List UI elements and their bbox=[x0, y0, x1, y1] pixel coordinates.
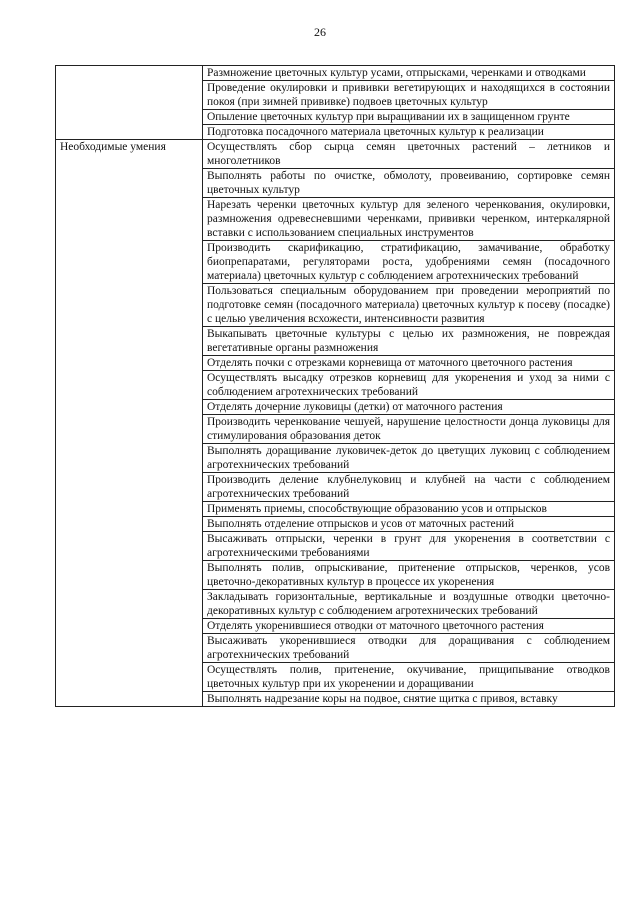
requirement-cell: Осуществлять полив, притенение, окучивание, прищипывание отводков цветочных культур при их укоренении и доращивании bbox=[203, 663, 615, 692]
requirement-cell: Отделять укоренившиеся отводки от маточного цветочного растения bbox=[203, 619, 615, 634]
requirement-cell: Выполнять надрезание коры на подвое, снятие щитка с привоя, вставку bbox=[203, 692, 615, 707]
requirements-table bbox=[55, 65, 615, 707]
requirement-cell: Осуществлять высадку отрезков корневищ для укоренения и уход за ними с соблюдением агротехнических требований bbox=[203, 371, 615, 400]
requirement-cell: Опыление цветочных культур при выращивании их в защищенном грунте bbox=[203, 110, 615, 125]
requirement-cell: Выполнять отделение отпрысков и усов от маточных растений bbox=[203, 517, 615, 532]
requirement-cell: Применять приемы, способствующие образованию усов и отпрысков bbox=[203, 502, 615, 517]
requirement-cell: Отделять дочерние луковицы (детки) от маточного растения bbox=[203, 400, 615, 415]
page-number: 26 bbox=[314, 25, 326, 39]
category-cell: Необходимые умения bbox=[56, 140, 203, 707]
requirement-cell: Выполнять доращивание луковичек-деток до цветущих луковиц с соблюдением агротехнических требований bbox=[203, 444, 615, 473]
requirement-cell: Выкапывать цветочные культуры с целью их размножения, не повреждая вегетативные органы размножения bbox=[203, 327, 615, 356]
table-row bbox=[56, 140, 615, 169]
requirement-cell: Высаживать укоренившиеся отводки для доращивания с соблюдением агротехнических требований bbox=[203, 634, 615, 663]
requirement-cell: Производить деление клубнелуковиц и клубней на части с соблюдением агротехнических требований bbox=[203, 473, 615, 502]
requirement-cell: Нарезать черенки цветочных культур для зеленого черенкования, окулировки, размножения одревесневшими черенками, прививки черенком, интеркалярной вставки с использованием специальных инструментов bbox=[203, 198, 615, 241]
requirement-cell: Производить черенкование чешуей, нарушение целостности донца луковицы для стимулирования образования деток bbox=[203, 415, 615, 444]
requirement-cell: Выполнять работы по очистке, обмолоту, провеиванию, сортировке семян цветочных культур bbox=[203, 169, 615, 198]
requirement-cell: Подготовка посадочного материала цветочных культур к реализации bbox=[203, 125, 615, 140]
requirement-cell: Проведение окулировки и прививки вегетирующих и находящихся в состоянии покоя (при зимней прививке) подвоев цветочных культур bbox=[203, 81, 615, 110]
requirement-cell: Закладывать горизонтальные, вертикальные и воздушные отводки цветочно-декоративных культур с соблюдением агротехнических требований bbox=[203, 590, 615, 619]
table-row bbox=[56, 66, 615, 81]
requirements-table-body bbox=[56, 66, 615, 707]
requirement-cell: Выполнять полив, опрыскивание, притенение отпрысков, черенков, усов цветочно-декоративных культур в процессе их укоренения bbox=[203, 561, 615, 590]
requirement-cell: Высаживать отпрыски, черенки в грунт для укоренения в соответствии с агротехническими требованиями bbox=[203, 532, 615, 561]
requirement-cell: Пользоваться специальным оборудованием при проведении мероприятий по подготовке семян (посадочного материала) цветочных культур к посеву (посадке) с целью увеличения всхожести, интенсивности развития bbox=[203, 284, 615, 327]
requirement-cell: Отделять почки с отрезками корневища от маточного цветочного растения bbox=[203, 356, 615, 371]
requirement-cell: Производить скарификацию, стратификацию, замачивание, обработку биопрепаратами, регуляторами роста, удобрениями семян (посадочного материала) цветочных культур с соблюдением агротехнических требований bbox=[203, 241, 615, 284]
requirement-cell: Размножение цветочных культур усами, отпрысками, черенками и отводками bbox=[203, 66, 615, 81]
category-cell-continued bbox=[56, 66, 203, 140]
requirement-cell: Осуществлять сбор сырца семян цветочных растений – летников и многолетников bbox=[203, 140, 615, 169]
